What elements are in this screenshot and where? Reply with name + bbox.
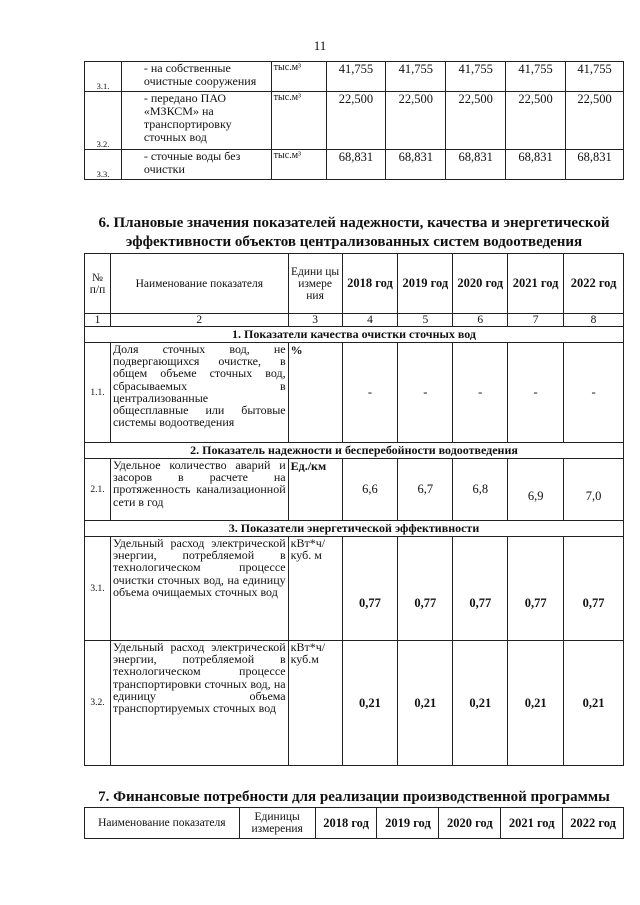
row-value: 0,77 — [398, 537, 453, 641]
row-value: 68,831 — [446, 150, 506, 180]
row-value: 22,500 — [386, 92, 446, 150]
row-unit: кВт*ч/ куб.м — [288, 641, 342, 766]
row-value: 0,21 — [398, 641, 453, 766]
row-value: - — [453, 343, 508, 443]
indicators-table — [84, 253, 624, 766]
row-value: 68,831 — [386, 150, 446, 180]
row-value: 0,77 — [453, 537, 508, 641]
row-value: 41,755 — [506, 62, 566, 92]
row-unit: тыс.м³ — [271, 150, 326, 180]
row-number: 2.1. — [85, 459, 111, 521]
row-value: 22,500 — [566, 92, 624, 150]
group-title: 2. Показатель надежности и бесперебойности водоотведения — [85, 443, 624, 459]
row-value: 6,8 — [453, 459, 508, 521]
row-number: 3.2. — [85, 92, 122, 150]
row-unit: тыс.м³ — [271, 92, 326, 150]
group-title: 3. Показатели энергетической эффективности — [85, 521, 624, 537]
row-value: 68,831 — [566, 150, 624, 180]
row-value: - — [398, 343, 453, 443]
row-value: 6,6 — [342, 459, 398, 521]
section-heading-row — [85, 327, 624, 343]
financial-table — [84, 807, 624, 839]
row-value: 68,831 — [506, 150, 566, 180]
header-year: 2019 год — [377, 808, 439, 839]
row-value: 6,9 — [508, 459, 564, 521]
section-7-title: 7. Финансовые потребности для реализации производственной программы — [98, 789, 610, 805]
row-number: 1.1. — [85, 343, 111, 443]
index-cell: 4 — [342, 314, 398, 327]
index-cell: 8 — [564, 314, 624, 327]
row-value: 0,77 — [564, 537, 624, 641]
row-value: 41,755 — [326, 62, 386, 92]
row-number: 3.2. — [85, 641, 111, 766]
row-value: 41,755 — [386, 62, 446, 92]
header-year: 2022 год — [564, 254, 624, 314]
row-value: 41,755 — [566, 62, 624, 92]
header-year: 2022 год — [563, 808, 624, 839]
header-name: Наименование показателя — [110, 254, 288, 314]
row-description: Удельное количество аварий и засоров в расчете на протяженность канализационной сети в год — [110, 459, 288, 521]
header-row — [85, 254, 624, 314]
row-value: - — [508, 343, 564, 443]
header-unit: Единицы измерения — [239, 808, 315, 839]
row-value: 0,21 — [564, 641, 624, 766]
header-year: 2021 год — [501, 808, 563, 839]
index-cell: 2 — [110, 314, 288, 327]
header-year: 2018 год — [342, 254, 398, 314]
header-year: 2021 год — [508, 254, 564, 314]
row-value: - — [342, 343, 398, 443]
table-row — [85, 150, 624, 180]
index-cell: 5 — [398, 314, 453, 327]
row-label: - передано ПАО «МЗКСМ» на транспортировку сточных вод — [121, 92, 271, 150]
top-table — [84, 61, 624, 180]
table-row — [85, 62, 624, 92]
index-cell: 7 — [508, 314, 564, 327]
row-value: 41,755 — [446, 62, 506, 92]
row-value: 0,77 — [508, 537, 564, 641]
row-description: Доля сточных вод, не подвергающихся очистке, в общем объеме сточных вод, сбрасываемых в централизованные общесплавные или бытовые системы водоотведения — [110, 343, 288, 443]
row-value: 0,21 — [453, 641, 508, 766]
header-name: Наименование показателя — [85, 808, 240, 839]
page-number: 11 — [313, 38, 327, 53]
row-unit: кВт*ч/ куб. м — [288, 537, 342, 641]
header-row — [85, 808, 624, 839]
row-description: Удельный расход электрической энергии, потребляемой в технологическом процессе транспортировки сточных вод, на единицу объема транспортируемых сточных вод — [110, 641, 288, 766]
row-value: 22,500 — [326, 92, 386, 150]
row-description: Удельный расход электрической энергии, потребляемой в технологическом процессе очистки сточных вод, на единицу объема очищаемых сточных вод — [110, 537, 288, 641]
index-cell: 3 — [288, 314, 342, 327]
row-number: 3.1. — [85, 62, 122, 92]
header-unit: Едини цы измере ния — [288, 254, 342, 314]
header-num: № п/п — [85, 254, 111, 314]
table-row — [85, 459, 624, 521]
table-row — [85, 641, 624, 766]
row-value: 22,500 — [446, 92, 506, 150]
row-value: 68,831 — [326, 150, 386, 180]
table-row — [85, 92, 624, 150]
row-number: 3.1. — [85, 537, 111, 641]
row-value: 22,500 — [506, 92, 566, 150]
row-number: 3.3. — [85, 150, 122, 180]
row-value: - — [564, 343, 624, 443]
index-row — [85, 314, 624, 327]
section-6-title: 6. Плановые значения показателей надежности, качества и энергетической эффективности объектов централизованных систем водоотведения — [98, 215, 610, 250]
row-value: 0,77 — [342, 537, 398, 641]
header-year: 2018 год — [315, 808, 377, 839]
row-label: - сточные воды без очистки — [121, 150, 271, 180]
row-unit: тыс.м³ — [271, 62, 326, 92]
row-value: 0,21 — [508, 641, 564, 766]
header-year: 2020 год — [439, 808, 501, 839]
section-heading-row — [85, 521, 624, 537]
row-value: 7,0 — [564, 459, 624, 521]
row-unit: Ед./км — [288, 459, 342, 521]
group-title: 1. Показатели качества очистки сточных вод — [85, 327, 624, 343]
table-row — [85, 343, 624, 443]
section-heading-row — [85, 443, 624, 459]
header-year: 2019 год — [398, 254, 453, 314]
row-unit: % — [288, 343, 342, 443]
index-cell: 1 — [85, 314, 111, 327]
table-row — [85, 537, 624, 641]
index-cell: 6 — [453, 314, 508, 327]
row-value: 6,7 — [398, 459, 453, 521]
row-label: - на собственные очистные сооружения — [121, 62, 271, 92]
header-year: 2020 год — [453, 254, 508, 314]
row-value: 0,21 — [342, 641, 398, 766]
